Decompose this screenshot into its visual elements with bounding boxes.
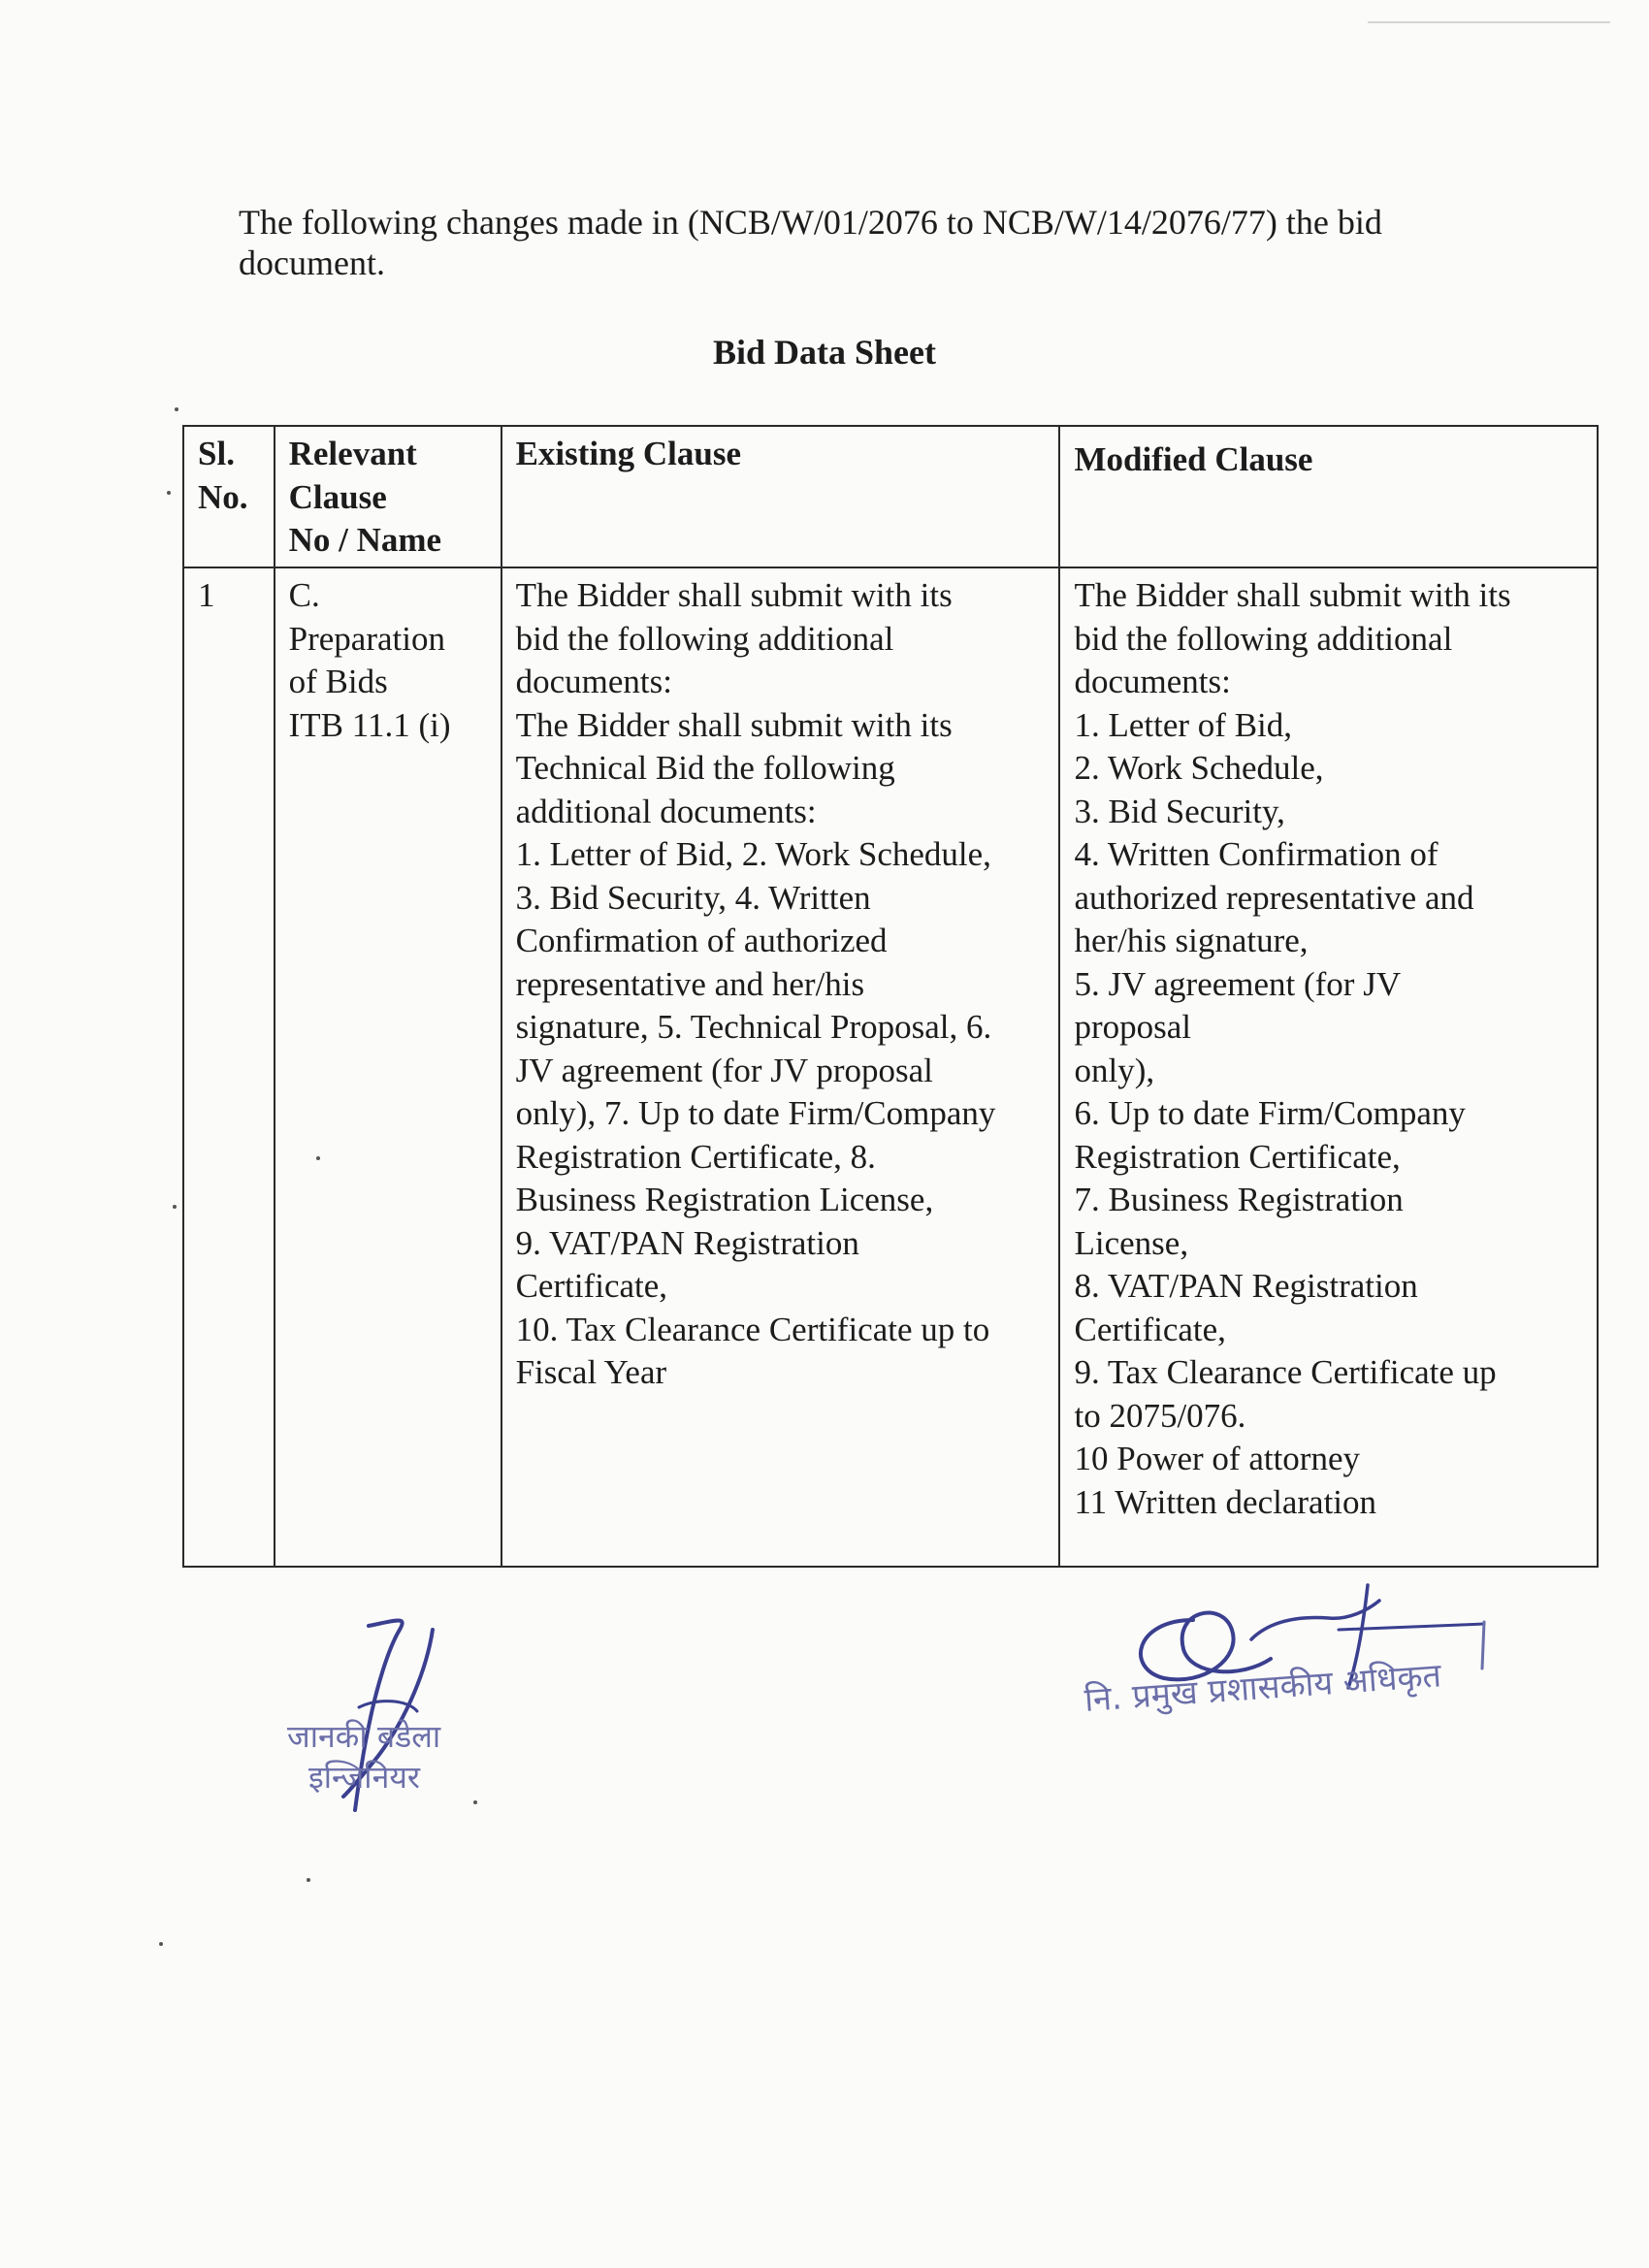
modified-line: 7. Business Registration: [1074, 1181, 1404, 1218]
existing-line: representative and her/his: [515, 964, 865, 1003]
cell-modified-clause: [1059, 567, 1598, 1567]
sl-no-value: 1: [198, 576, 215, 614]
cell-existing-clause: [501, 567, 1060, 1567]
modified-line: proposal: [1074, 1008, 1192, 1046]
existing-line: Registration Certificate, 8.: [515, 1137, 876, 1176]
scan-speck: [173, 1205, 177, 1209]
modified-line: only),: [1074, 1051, 1155, 1089]
scan-artifact-line: [1368, 21, 1610, 23]
header-relevant-clause: [275, 426, 501, 567]
clause-line: ITB 11.1 (i): [288, 705, 451, 744]
modified-line: 11 Written declaration: [1074, 1482, 1377, 1521]
existing-line: JV agreement (for JV proposal: [515, 1051, 933, 1089]
modified-line: 5. JV agreement (for JV: [1074, 964, 1402, 1003]
modified-line: Registration Certificate,: [1074, 1137, 1401, 1176]
left-signature: [262, 1591, 514, 1824]
table-row: [183, 567, 1598, 1567]
existing-line: only), 7. Up to date Firm/Company: [515, 1094, 996, 1132]
existing-line: The Bidder shall submit with its: [515, 705, 953, 744]
intro-line: document.: [239, 243, 385, 282]
left-stamp-line: जानकी बडेला: [287, 1718, 441, 1755]
scan-speck: [307, 1878, 310, 1882]
intro-paragraph: [239, 202, 1500, 283]
header-line: No.: [198, 477, 248, 516]
existing-line: 10. Tax Clearance Certificate up to: [515, 1310, 990, 1348]
modified-line: 4. Written Confirmation of: [1074, 835, 1439, 873]
clause-line: of Bids: [288, 663, 388, 700]
existing-line: bid the following additional: [515, 619, 894, 658]
header-sl-no: [183, 426, 275, 567]
left-stamp-line: इन्जिनियर: [308, 1759, 420, 1796]
modified-line: Certificate,: [1074, 1310, 1226, 1348]
header-line: Relevant: [288, 435, 417, 472]
cell-sl-no: [183, 567, 275, 1567]
page-title: Bid Data Sheet: [712, 333, 936, 372]
table-header-row: [183, 426, 1598, 567]
header-line: Existing Clause: [515, 435, 741, 472]
modified-line: 8. VAT/PAN Registration: [1074, 1267, 1418, 1305]
modified-line: 3. Bid Security,: [1074, 792, 1285, 830]
header-existing-clause: [501, 426, 1060, 567]
header-line: Modified Clause: [1074, 440, 1313, 478]
right-signature: [1077, 1562, 1523, 1756]
existing-line: 3. Bid Security, 4. Written: [515, 878, 871, 917]
modified-line: documents:: [1074, 663, 1231, 700]
modified-line: to 2075/076.: [1074, 1396, 1246, 1435]
modified-line: 9. Tax Clearance Certificate up: [1074, 1353, 1497, 1391]
modified-line: 10 Power of attorney: [1074, 1440, 1360, 1477]
modified-line: The Bidder shall submit with its: [1074, 576, 1511, 614]
scan-speck: [316, 1156, 320, 1160]
header-line: No / Name: [288, 521, 442, 559]
clause-line: C.: [288, 576, 320, 614]
modified-line: License,: [1074, 1223, 1189, 1262]
existing-line: Confirmation of authorized: [515, 922, 888, 959]
scan-speck: [175, 407, 178, 411]
intro-line: The following changes made in (NCB/W/01/2076 to NCB/W/14/2076/77) the bid: [239, 203, 1382, 242]
header-line: Clause: [288, 477, 387, 516]
right-stamp-text: नि. प्रमुख प्रशासकीय अधिकृत: [1083, 1656, 1443, 1720]
existing-line: 9. VAT/PAN Registration: [515, 1223, 859, 1262]
existing-line: Certificate,: [515, 1267, 668, 1305]
modified-line: 1. Letter of Bid,: [1074, 705, 1293, 744]
header-line: Sl.: [198, 435, 235, 472]
existing-line: signature, 5. Technical Proposal, 6.: [515, 1008, 992, 1046]
scan-speck: [167, 491, 171, 495]
modified-line: 2. Work Schedule,: [1074, 749, 1324, 787]
scan-speck: [159, 1942, 163, 1946]
header-modified-clause: [1059, 426, 1598, 567]
clause-line: Preparation: [288, 619, 445, 658]
existing-line: Fiscal Year: [515, 1353, 667, 1391]
cell-relevant-clause: [275, 567, 501, 1567]
modified-line: 6. Up to date Firm/Company: [1074, 1094, 1466, 1132]
modified-line: authorized representative and: [1074, 878, 1474, 917]
modified-line: bid the following additional: [1074, 619, 1453, 658]
existing-line: 1. Letter of Bid, 2. Work Schedule,: [515, 835, 991, 873]
existing-line: additional documents:: [515, 792, 817, 830]
scan-speck: [473, 1800, 477, 1804]
existing-line: documents:: [515, 663, 672, 700]
existing-line: Technical Bid the following: [515, 749, 895, 787]
bid-data-sheet-table: [182, 425, 1599, 1568]
existing-line: The Bidder shall submit with its: [515, 576, 953, 614]
modified-line: her/his signature,: [1074, 922, 1309, 959]
existing-line: Business Registration License,: [515, 1181, 934, 1218]
